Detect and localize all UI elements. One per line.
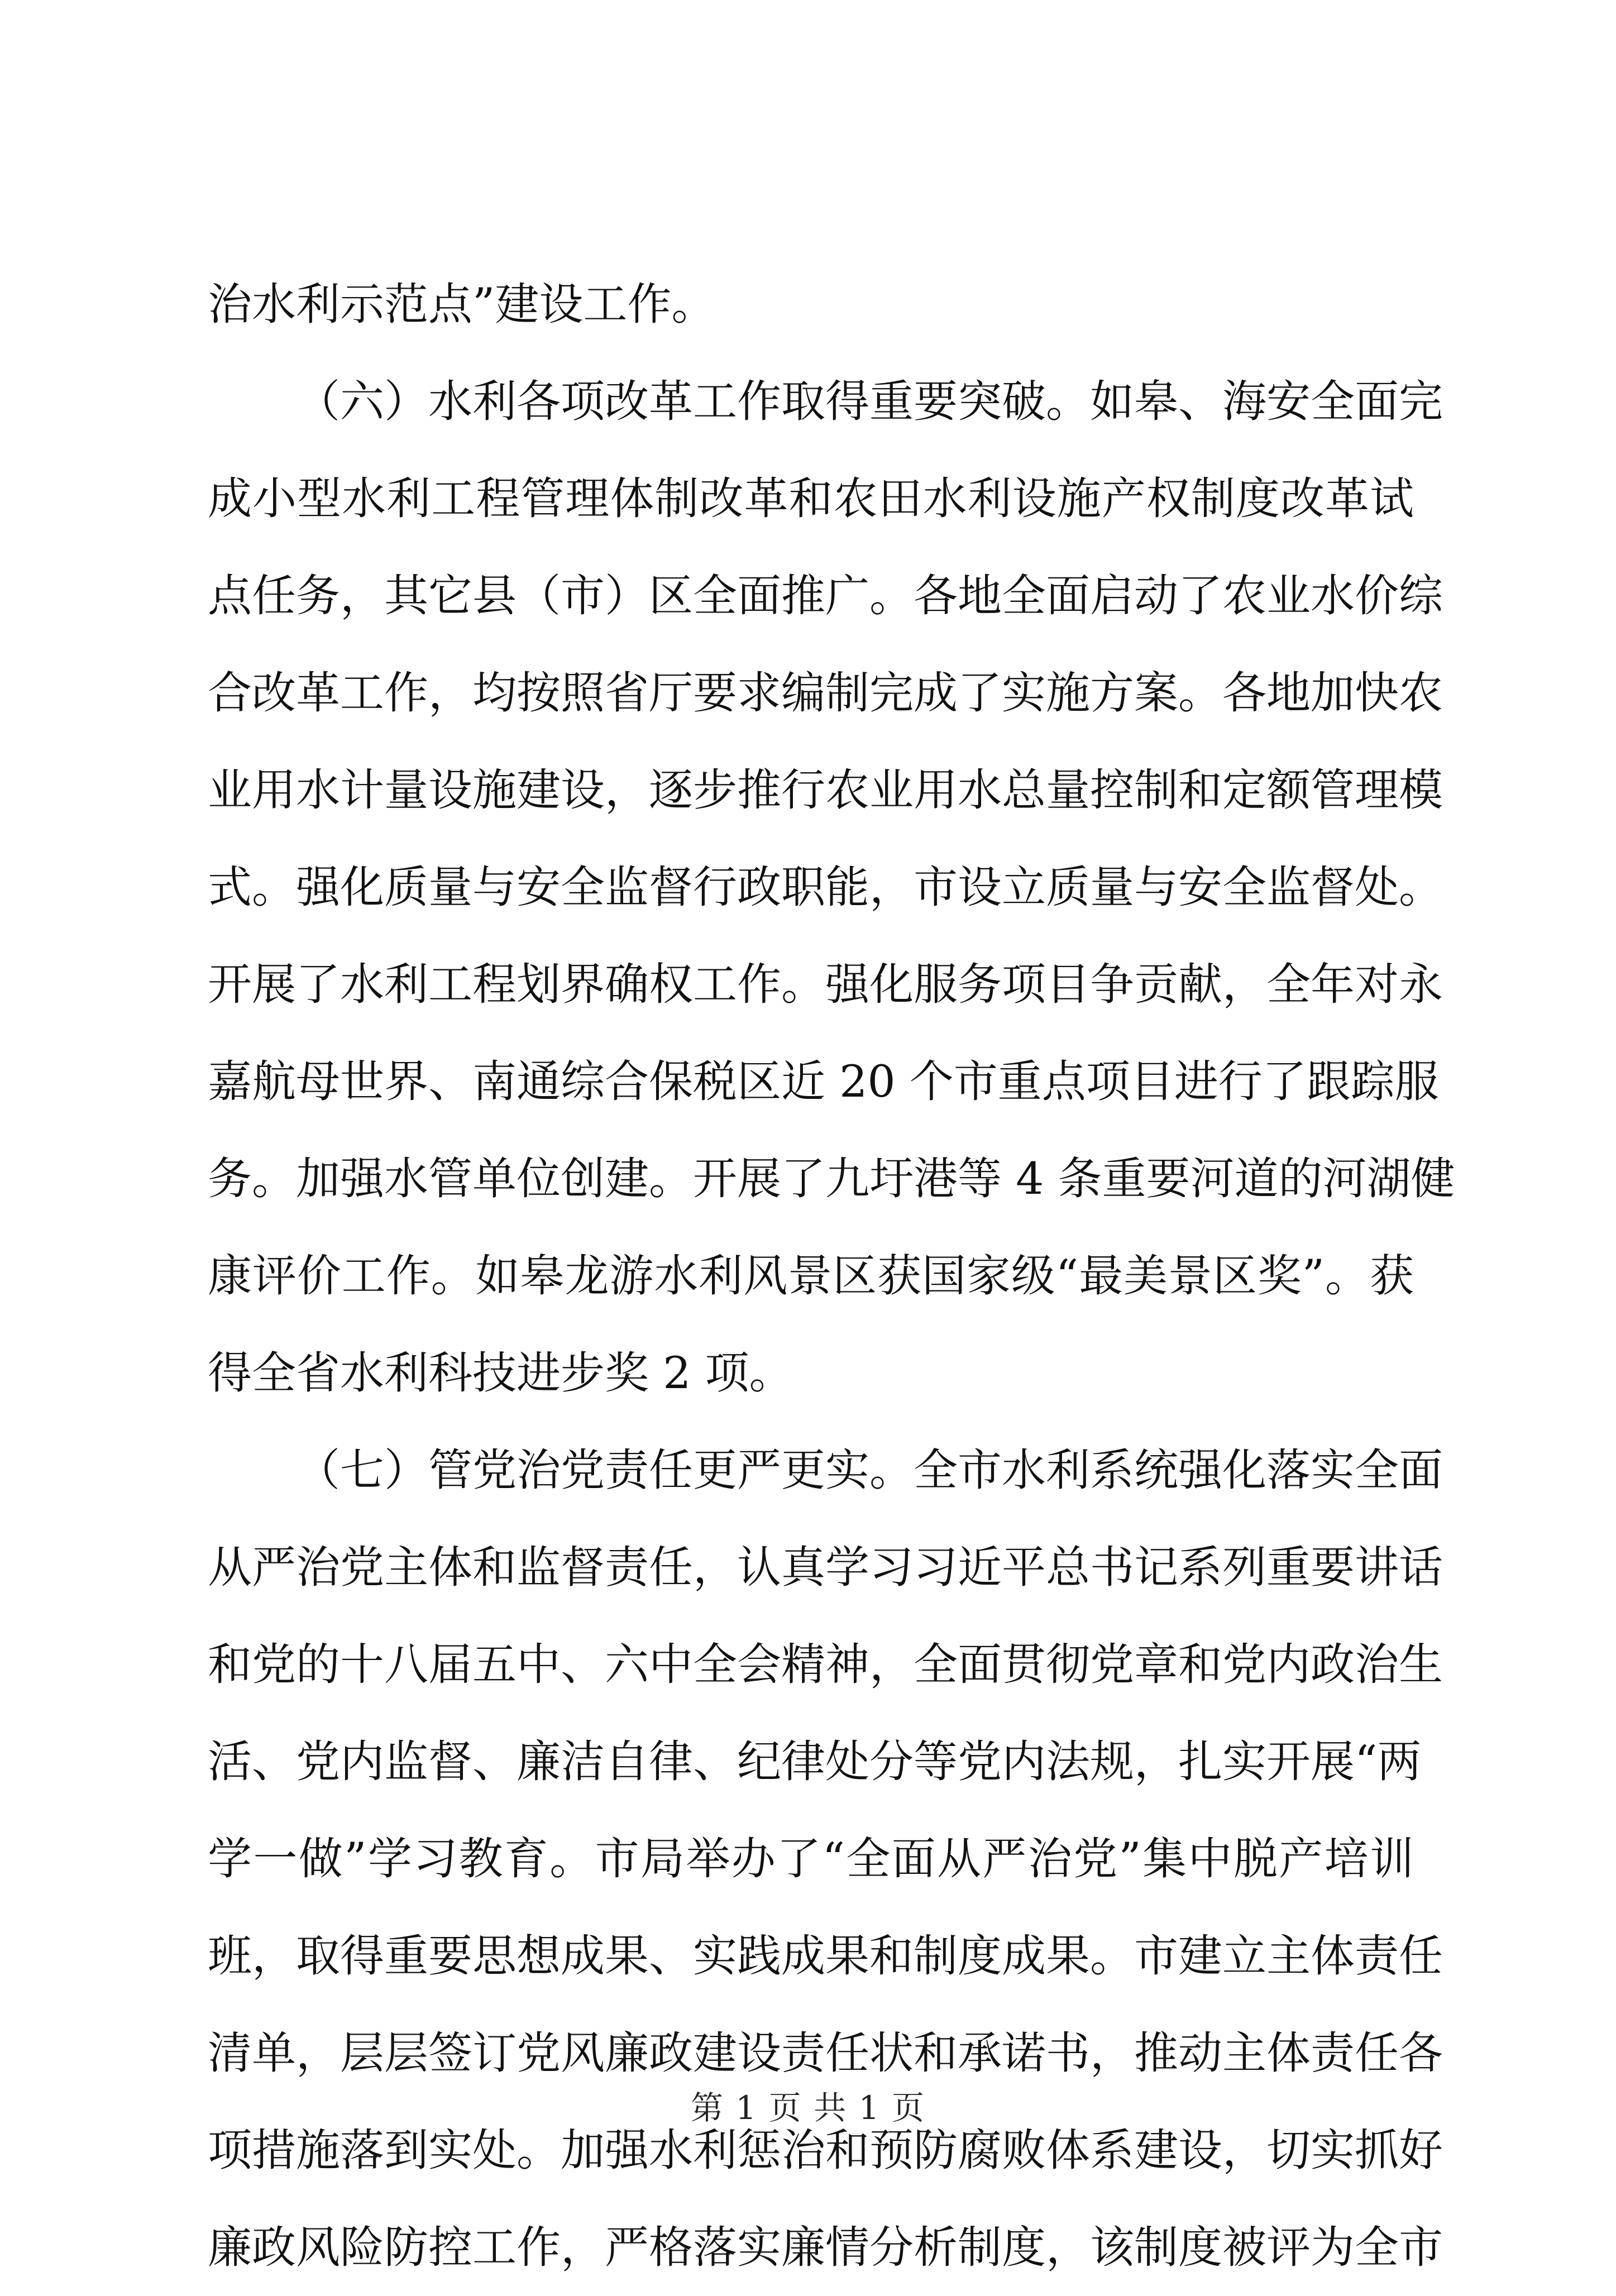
text-line: 项措施落到实处。加强水利惩治和预防腐败体系建设，切实抓好 <box>208 2125 1443 2176</box>
text-line: 业用水计量设施建设，逐步推行农业用水总量控制和定额管理模 <box>208 764 1443 816</box>
text-line: 康评价工作。如皋龙游水利风景区获国家级“最美景区奖”。获 <box>208 1250 1414 1302</box>
text-line: 开展了水利工程划界确权工作。强化服务项目争贡献，全年对永 <box>208 959 1443 1010</box>
body-text <box>208 256 1455 2296</box>
text-line: 嘉航母世界、南通综合保税区近 20 个市重点项目进行了跟踪服 <box>208 1056 1439 1107</box>
text-line: 合改革工作，均按照省厅要求编制完成了实施方案。各地加快农 <box>208 667 1443 719</box>
text-line: 式。强化质量与安全监督行政职能，市设立质量与安全监督处。 <box>208 862 1443 913</box>
text-line: 学一做”学习教育。市局举办了“全面从严治党”集中脱产培训 <box>208 1833 1414 1884</box>
text-line: 和党的十八届五中、六中全会精神，全面贯彻党章和党内政治生 <box>208 1639 1443 1690</box>
text-line: （七）管党治党责任更严更实。全市水利系统强化落实全面 <box>296 1444 1443 1496</box>
page-footer: 第 1 页 共 1 页 <box>691 2089 925 2127</box>
text-line: 清单，层层签订党风廉政建设责任状和承诺书，推动主体责任各 <box>208 2027 1443 2079</box>
text-line: 治水利示范点”建设工作。 <box>208 279 716 330</box>
text-line: （六）水利各项改革工作取得重要突破。如皋、海安全面完 <box>296 376 1443 427</box>
text-line: 从严治党主体和监督责任，认真学习习近平总书记系列重要讲话 <box>208 1542 1443 1593</box>
text-line: 点任务，其它县（市）区全面推广。各地全面启动了农业水价综 <box>208 570 1443 621</box>
text-line: 活、党内监督、廉洁自律、纪律处分等党内法规，扎实开展“两 <box>208 1736 1422 1787</box>
text-line: 廉政风险防控工作，严格落实廉情分析制度，该制度被评为全市 <box>208 2222 1443 2273</box>
text-line: 务。加强水管单位创建。开展了九圩港等 4 条重要河道的河湖健 <box>208 1153 1455 1204</box>
text-line: 班，取得重要思想成果、实践成果和制度成果。市建立主体责任 <box>208 1930 1443 1982</box>
text-line: 得全省水利科技进步奖 2 项。 <box>208 1347 793 1399</box>
text-line: 成小型水利工程管理体制改革和农田水利设施产权制度改革试 <box>208 473 1414 524</box>
